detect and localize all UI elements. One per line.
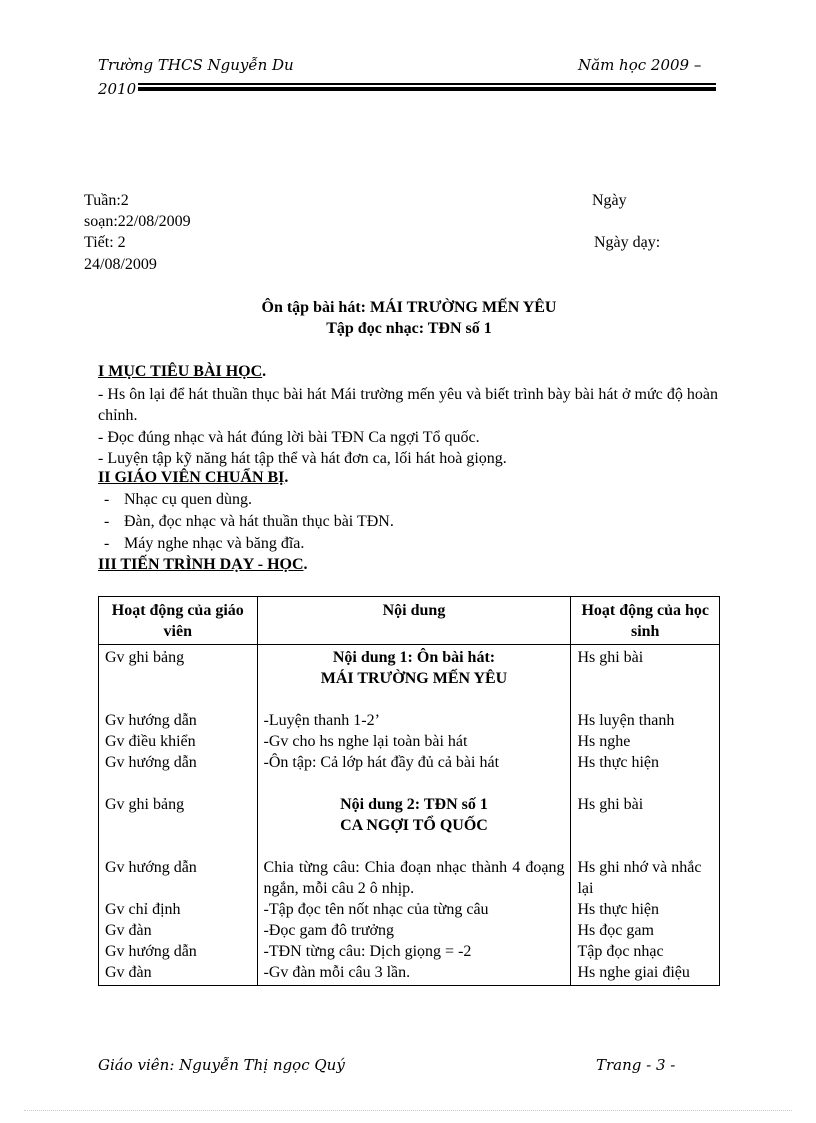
teacher-activity: Gv đàn <box>105 922 152 939</box>
student-activity: Hs nghe giai điệu <box>577 964 690 981</box>
footer-page-number: Trang - 3 - <box>596 1056 676 1074</box>
objective-item: - Đọc đúng nhạc và hát đúng lời bài TĐN Ca ngợi Tổ quốc. <box>98 429 480 446</box>
header-year: Năm học 2009 – <box>578 56 702 74</box>
header-rule-thick <box>98 87 716 91</box>
section-objectives-heading: I MỤC TIÊU BÀI HỌC. <box>98 363 267 380</box>
week-label: Tuần:2 <box>84 192 129 209</box>
teacher-activity: Gv hướng dẫn <box>105 859 197 876</box>
teacher-activity-cell <box>99 645 258 986</box>
prep-date-label: Ngày <box>592 192 627 209</box>
content-cell <box>257 645 571 986</box>
student-activity: Hs nghe <box>577 733 631 750</box>
column-header-student: Hoạt động của học sinh <box>571 597 720 645</box>
student-activity: Tập đọc nhạc <box>577 943 664 960</box>
teacher-activity: Gv hướng dẫn <box>105 712 197 729</box>
student-activity: Hs ghi bài <box>577 649 644 666</box>
prep-date: soạn:22/08/2009 <box>84 213 191 230</box>
content-item: Chia từng câu: Chia đoạn nhạc thành 4 đoạng ngắn, mỗi câu 2 ô nhịp. <box>263 859 565 897</box>
teacher-activity: Gv chỉ định <box>105 901 181 918</box>
student-activity: Hs thực hiện <box>577 754 659 771</box>
objective-item: - Hs ôn lại để hát thuần thục bài hát Mái trường mến yêu và biết trình bày bài hát ở mức độ hoàn chỉnh. <box>98 386 718 424</box>
footer-teacher: Giáo viên: Nguyễn Thị ngọc Quý <box>98 1056 345 1074</box>
student-activity: Hs đọc gam <box>577 922 654 939</box>
page-bottom-edge <box>24 1110 792 1111</box>
preparation-item: - Máy nghe nhạc và băng đĩa. <box>104 535 305 552</box>
content-block-title: Nội dung 1: Ôn bài hát: <box>332 649 496 666</box>
section-preparation-heading: II GIÁO VIÊN CHUẨN BỊ. <box>98 469 289 486</box>
content-item: -TĐN từng câu: Dịch giọng = -2 <box>263 943 472 960</box>
teach-date: 24/08/2009 <box>84 256 157 273</box>
lesson-title: Ôn tập bài hát: MÁI TRƯỜNG MẾN YÊU <box>261 299 557 316</box>
teach-date-label: Ngày dạy: <box>594 234 661 251</box>
teacher-activity: Gv hướng dẫn <box>105 754 197 771</box>
header-year-continued: 2010 <box>98 80 137 98</box>
header-school: Trường THCS Nguyễn Du <box>98 56 294 74</box>
table-header-row <box>99 597 720 645</box>
content-item: -Ôn tập: Cả lớp hát đầy đủ cả bài hát <box>263 754 500 771</box>
student-activity: Hs ghi bài <box>577 796 644 813</box>
student-activity: Hs thực hiện <box>577 901 659 918</box>
section-process-heading: III TIẾN TRÌNH DẠY - HỌC. <box>98 556 308 573</box>
lesson-subtitle: Tập đọc nhạc: TĐN số 1 <box>326 320 492 337</box>
objective-item: - Luyện tập kỹ năng hát tập thể và hát đơn ca, lối hát hoà giọng. <box>98 450 507 467</box>
song-title: CA NGỢI TỔ QUỐC <box>340 817 488 834</box>
student-activity: Hs ghi nhớ và nhắc lại <box>577 859 702 897</box>
period-label: Tiết: 2 <box>84 234 126 251</box>
content-block-title: Nội dung 2: TĐN số 1 <box>340 796 488 813</box>
column-header-content: Nội dung <box>257 597 571 645</box>
content-item: -Gv cho hs nghe lại toàn bài hát <box>263 733 468 750</box>
lesson-plan-table <box>98 596 720 986</box>
table-row <box>99 645 720 986</box>
teacher-activity: Gv đàn <box>105 964 152 981</box>
preparation-item: - Đàn, đọc nhạc và hát thuần thục bài TĐN. <box>104 513 394 530</box>
content-item: -Đọc gam đô trưởng <box>263 922 394 939</box>
student-activity-cell <box>571 645 720 986</box>
song-title: MÁI TRƯỜNG MẾN YÊU <box>320 670 508 687</box>
content-item: -Luyện thanh 1-2’ <box>263 712 380 729</box>
preparation-item: - Nhạc cụ quen dùng. <box>104 491 252 508</box>
teacher-activity: Gv ghi bảng <box>105 649 185 666</box>
content-item: -Tập đọc tên nốt nhạc của từng câu <box>263 901 489 918</box>
teacher-activity: Gv hướng dẫn <box>105 943 197 960</box>
header-rule-thin <box>98 83 716 85</box>
column-header-teacher: Hoạt động của giáo viên <box>99 597 258 645</box>
teacher-activity: Gv điều khiển <box>105 733 196 750</box>
content-item: -Gv đàn mỗi câu 3 lần. <box>263 964 411 981</box>
student-activity: Hs luyện thanh <box>577 712 675 729</box>
teacher-activity: Gv ghi bảng <box>105 796 185 813</box>
